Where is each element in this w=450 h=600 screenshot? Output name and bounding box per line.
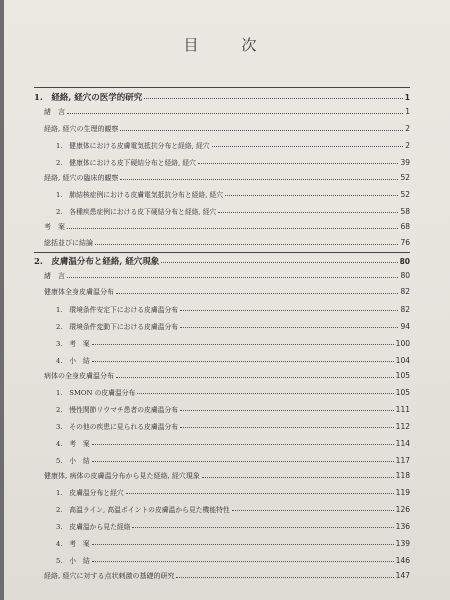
page-title: 目 次	[183, 36, 271, 54]
leader-dots	[92, 459, 394, 462]
toc-page: 1	[404, 93, 410, 102]
leader-dots	[92, 442, 394, 445]
toc-page: 52	[400, 190, 410, 199]
leader-dots	[161, 260, 397, 263]
toc-label: 2. 高温ライン, 高温ポイントの皮膚温から見た機能特性	[56, 506, 230, 514]
toc-page: 68	[400, 222, 410, 231]
leader-dots	[232, 508, 394, 511]
toc-entry	[34, 321, 410, 331]
toc-entry	[34, 455, 410, 465]
toc-label: 経絡, 経穴に対する点状刺激の基礎的研究	[44, 572, 175, 580]
toc-label: 経絡, 経穴の臨床的観察	[44, 174, 119, 182]
toc-page: 39	[400, 158, 410, 167]
toc-page: 94	[400, 322, 410, 331]
toc-page: 100	[395, 339, 410, 348]
toc-entry	[34, 538, 410, 548]
toc-label: 2. 環境条件変動下における皮膚温分布	[56, 323, 179, 331]
toc-page: 114	[395, 439, 410, 448]
toc-entry	[34, 91, 410, 103]
toc-page: 58	[400, 207, 410, 216]
toc-label: 緒 言	[44, 272, 65, 280]
toc-label: 3. 皮膚温から見た経絡	[56, 523, 131, 531]
toc-entry	[34, 189, 410, 199]
leader-dots	[225, 193, 398, 196]
toc-label: 1. 皮膚温分布と経穴	[56, 489, 124, 497]
toc-page: 2	[405, 141, 410, 150]
toc-label: 経絡, 経穴の生理的観察	[44, 125, 119, 133]
toc-label: 5. 小 結	[56, 557, 90, 565]
toc-label: 4. 考 案	[56, 440, 90, 448]
toc-label: 3. その他の疾患に見られる皮膚温分布	[56, 423, 179, 431]
toc-entry	[34, 421, 410, 431]
toc-entry	[34, 222, 410, 232]
toc-entry	[34, 438, 410, 448]
toc-entry	[34, 140, 410, 150]
divider	[34, 252, 410, 253]
toc-page: 80	[400, 271, 410, 280]
leader-dots	[212, 144, 404, 147]
toc-page: 139	[395, 539, 410, 548]
toc-entry	[34, 304, 410, 314]
toc-page: 119	[395, 488, 410, 497]
leader-dots	[120, 128, 403, 131]
toc-entry	[34, 471, 410, 481]
leader-dots	[126, 491, 394, 494]
toc-page: 76	[400, 238, 410, 247]
toc-label: 2. 各種疾患症例における皮下硬結分布と経絡, 経穴	[56, 208, 217, 216]
toc-entry	[34, 387, 410, 397]
book-page	[4, 0, 450, 600]
leader-dots	[180, 408, 394, 411]
toc-entry	[34, 124, 410, 134]
toc-label: 3. 考 案	[56, 340, 90, 348]
leader-dots	[120, 177, 398, 180]
toc-entry	[34, 555, 410, 565]
toc-label: 総括並びに結論	[44, 239, 93, 247]
leader-dots	[92, 342, 394, 345]
toc-label: 4. 考 案	[56, 540, 90, 548]
toc-page: 82	[400, 305, 410, 314]
toc-label: 2. 慢性関節リウマチ患者の皮膚温分布	[56, 406, 179, 414]
toc-page: 2	[405, 124, 410, 133]
toc-page: 136	[395, 522, 410, 531]
toc-page: 80	[399, 257, 410, 266]
toc-label: 緒 言	[44, 108, 65, 116]
toc-entry	[34, 287, 410, 297]
toc-label: 考 案	[44, 223, 65, 231]
toc-label: 健康体, 病体の皮膚温分布から見た経絡, 経穴現象	[44, 472, 200, 480]
toc-page: 147	[395, 571, 410, 580]
leader-dots	[67, 226, 398, 229]
leader-dots	[116, 291, 398, 294]
toc-entry	[34, 107, 410, 117]
leader-dots	[137, 391, 393, 394]
leader-dots	[218, 210, 398, 213]
leader-dots	[116, 375, 394, 378]
leader-dots	[180, 325, 398, 328]
leader-dots	[144, 96, 402, 99]
toc-label: 1. 経絡, 経穴の医学的研究	[34, 93, 143, 103]
toc-page: 1	[405, 107, 410, 116]
toc-page: 118	[395, 471, 410, 480]
toc-page: 117	[395, 456, 410, 465]
toc-page: 104	[395, 356, 410, 365]
toc-page: 105	[395, 388, 410, 397]
toc-entry	[34, 571, 410, 581]
leader-dots	[198, 161, 399, 164]
leader-dots	[202, 475, 394, 478]
divider	[34, 87, 410, 88]
toc-page: 111	[395, 405, 410, 414]
toc-entry	[34, 206, 410, 216]
toc-label: 健康体全身皮膚温分布	[44, 288, 114, 296]
toc-label: 1. 健康体における皮膚電気抵抗分布と経絡, 経穴	[56, 142, 210, 150]
toc-label: 1. SMON の皮膚温分布	[56, 389, 136, 397]
toc-entry	[34, 521, 410, 531]
toc-entry	[34, 371, 410, 381]
toc-label: 5. 小 結	[56, 457, 90, 465]
leader-dots	[92, 559, 394, 562]
toc-entry	[34, 238, 410, 248]
toc-page: 105	[395, 371, 410, 380]
toc-entry	[34, 404, 410, 414]
leader-dots	[92, 542, 394, 545]
toc-label: 4. 小 結	[56, 357, 90, 365]
leader-dots	[132, 525, 393, 528]
toc-entry	[34, 504, 410, 514]
leader-dots	[180, 308, 398, 311]
toc-page: 126	[395, 505, 410, 514]
toc-label: 1. 肺結核症例における皮膚電気抵抗分布と経絡, 経穴	[56, 191, 224, 199]
toc-page: 52	[400, 173, 410, 182]
toc-entry	[34, 173, 410, 183]
toc-page: 112	[395, 422, 410, 431]
toc-entry	[34, 271, 410, 281]
toc-entry	[34, 338, 410, 348]
leader-dots	[95, 242, 398, 245]
toc-label: 病体の全身皮膚温分布	[44, 372, 114, 380]
toc-label: 2. 健康体における皮下硬結分布と経絡, 経穴	[56, 159, 196, 167]
toc-label: 1. 環境条件安定下における皮膚温分布	[56, 306, 179, 314]
toc-entry	[34, 355, 410, 365]
toc-entry	[34, 255, 410, 267]
toc-entry	[34, 157, 410, 167]
leader-dots	[176, 575, 393, 578]
leader-dots	[67, 275, 398, 278]
toc-entry	[34, 487, 410, 497]
toc-page: 82	[400, 287, 410, 296]
leader-dots	[92, 359, 394, 362]
toc-label: 2. 皮膚温分布と経絡, 経穴現象	[34, 257, 160, 267]
toc-page: 146	[395, 556, 410, 565]
leader-dots	[180, 425, 394, 428]
leader-dots	[67, 111, 403, 114]
